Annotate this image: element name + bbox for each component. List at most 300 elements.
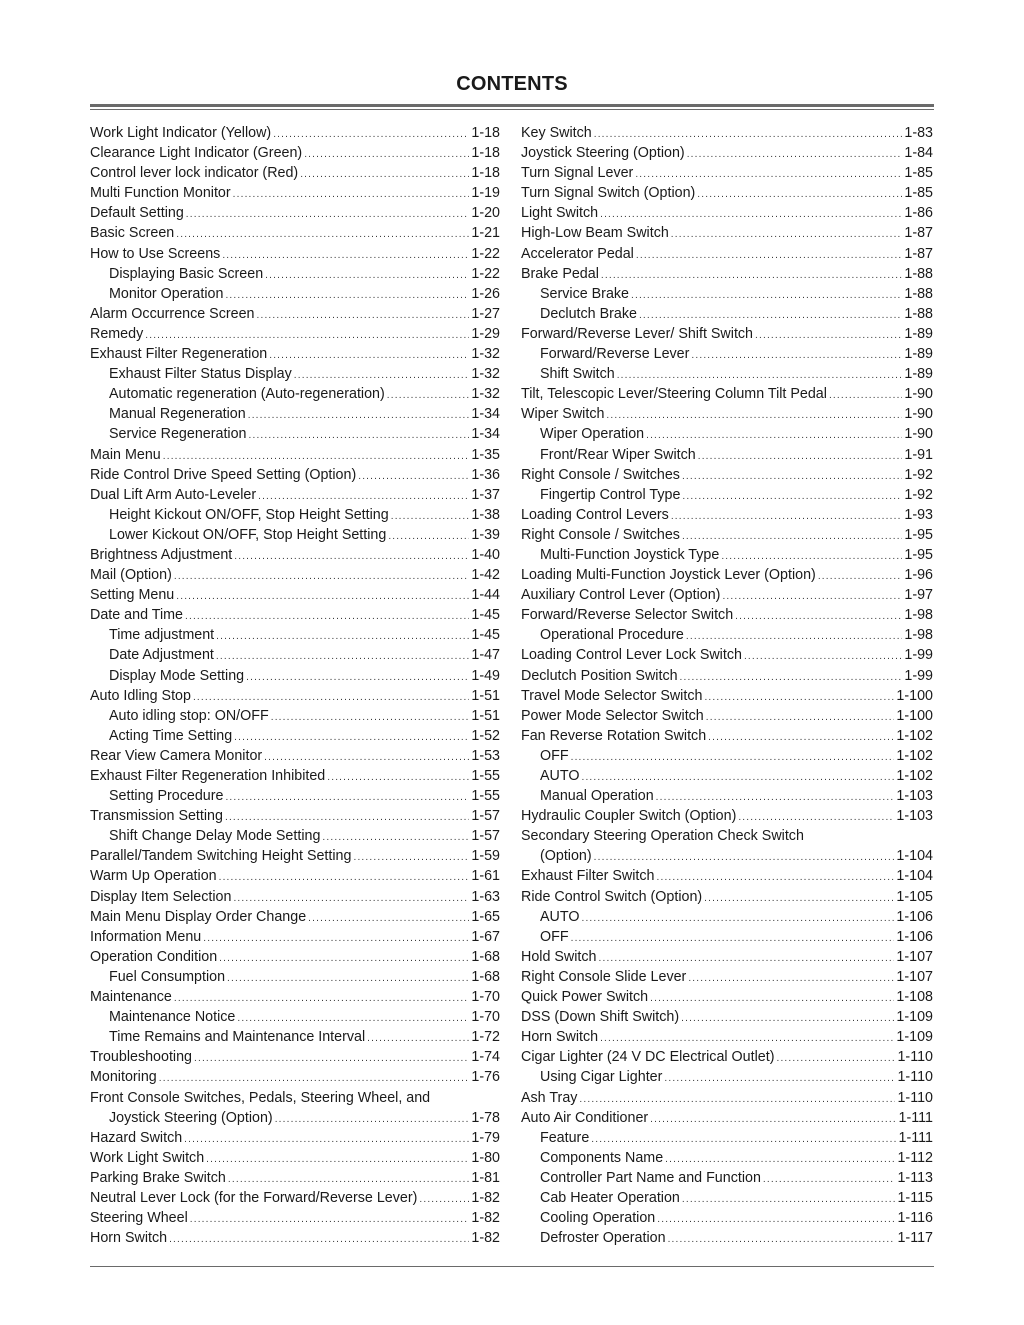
toc-entry-page: 1-110 [897,1049,933,1066]
toc-entry[interactable] [521,1188,933,1208]
toc-entry[interactable] [90,264,500,284]
toc-entry[interactable] [90,223,500,243]
toc-entry-page: 1-18 [471,165,500,182]
toc-entry[interactable] [521,505,933,525]
toc-entry[interactable] [90,585,500,605]
toc-entry-page: 1-18 [471,125,500,141]
toc-entry-label: Time adjustment [109,627,215,644]
toc-entry[interactable] [521,1088,933,1108]
toc-entry[interactable] [521,625,933,645]
toc-leader-dots [579,1094,895,1106]
toc-entry-label: Front Console Switches, Pedals, Steering Wheel, and [90,1089,431,1106]
toc-entry-page: 1-45 [471,607,500,624]
toc-leader-dots [606,410,902,422]
toc-entry-page: 1-91 [904,446,933,463]
toc-entry-label: Alarm Occurrence Screen [90,305,255,322]
toc-entry[interactable] [521,223,933,243]
toc-entry-page: 1-45 [471,627,500,644]
toc-entry[interactable] [90,866,500,886]
toc-entry[interactable] [90,505,500,525]
toc-entry[interactable] [90,1088,500,1108]
toc-entry-label: Fuel Consumption [109,968,226,985]
toc-entry-page: 1-72 [471,1029,500,1046]
toc-entry-page: 1-97 [904,587,933,604]
toc-entry[interactable] [521,244,933,264]
toc-entry-label: Maintenance [90,989,172,1006]
toc-entry-page: 1-68 [471,948,500,965]
toc-entry[interactable] [521,264,933,284]
toc-leader-dots [708,732,894,744]
toc-entry[interactable] [90,364,500,384]
toc-entry-page: 1-92 [904,466,933,483]
toc-entry[interactable] [521,706,933,726]
toc-entry-label: High-Low Beam Switch [521,225,669,242]
toc-entry[interactable] [521,485,933,505]
toc-leader-dots [174,571,470,583]
toc-entry-page: 1-55 [471,768,500,784]
toc-entry-page: 1-21 [471,225,500,242]
toc-entry-page: 1-35 [471,446,500,463]
toc-entry[interactable] [90,907,500,927]
toc-entry-label: Auto idling stop: ON/OFF [109,707,269,724]
toc-entry-label: Exhaust Filter Regeneration [90,346,268,363]
toc-entry-label: Lower Kickout ON/OFF, Stop Height Setting [109,526,387,543]
toc-leader-dots [358,471,469,483]
toc-leader-dots [601,270,902,282]
toc-entry-page: 1-90 [904,426,933,443]
toc-leader-dots [656,792,895,804]
toc-entry[interactable] [90,645,500,665]
toc-leader-dots [721,551,902,563]
toc-entry-page: 1-32 [471,386,500,403]
toc-entry[interactable] [90,1188,500,1208]
toc-entry-label: Cab Heater Operation [540,1189,680,1206]
toc-entry[interactable] [521,806,933,826]
toc-entry-page: 1-40 [471,546,500,563]
toc-leader-dots [600,209,902,221]
toc-leader-dots [225,812,469,824]
toc-leader-dots [818,571,903,583]
toc-leader-dots [228,1174,469,1186]
toc-entry[interactable] [90,625,500,645]
toc-leader-dots [697,189,902,201]
toc-entry-label: Wiper Operation [540,426,645,443]
toc-leader-dots [682,531,902,543]
toc-entry[interactable] [521,465,933,485]
toc-leader-dots [206,1154,469,1166]
toc-entry[interactable] [521,927,933,947]
toc-entry[interactable] [90,143,500,163]
toc-entry-page: 1-38 [471,506,500,523]
toc-entry-label: Shift Switch [540,366,615,383]
toc-entry[interactable] [90,404,500,424]
toc-entry-label: Display Item Selection [90,888,232,905]
toc-entry-page: 1-87 [904,245,933,262]
toc-entry-label: Power Mode Selector Switch [521,707,704,724]
header-rule-thick [90,104,934,107]
toc-leader-dots [322,832,469,844]
toc-entry-label: How to Use Screens [90,245,221,262]
toc-entry-label: Right Console / Switches [521,466,680,483]
toc-leader-dots [256,310,469,322]
toc-leader-dots [691,350,902,362]
toc-entry[interactable] [521,445,933,465]
toc-entry[interactable] [90,545,500,565]
toc-entry[interactable] [90,666,500,686]
toc-leader-dots [294,370,470,382]
toc-entry-label: Work Light Switch [90,1149,205,1166]
toc-entry-page: 1-82 [471,1210,500,1227]
toc-entry-label: Date Adjustment [109,647,214,664]
toc-entry[interactable] [521,1027,933,1047]
toc-entry[interactable] [521,545,933,565]
toc-entry-label: Auto Air Conditioner [521,1109,649,1126]
toc-entry[interactable] [521,344,933,364]
toc-leader-dots [216,631,469,643]
toc-entry[interactable] [90,1228,500,1248]
toc-leader-dots [163,451,470,463]
toc-entry[interactable] [90,1148,500,1168]
toc-leader-dots [639,310,902,322]
toc-entry[interactable] [521,786,933,806]
toc-entry[interactable] [521,364,933,384]
toc-entry-label: Multi Function Monitor [90,185,231,202]
toc-leader-dots [258,491,469,503]
toc-entry[interactable] [90,163,500,183]
toc-entry-page: 1-49 [471,667,500,684]
toc-entry[interactable] [521,726,933,746]
toc-entry-page: 1-18 [471,145,500,162]
toc-leader-dots [184,1134,469,1146]
toc-entry[interactable] [521,666,933,686]
toc-entry[interactable] [521,686,933,706]
toc-entry-page: 1-88 [904,305,933,322]
toc-entry-page: 1-89 [904,366,933,383]
toc-entry-label: DSS (Down Shift Switch) [521,1009,680,1026]
toc-entry-page: 1-34 [471,426,500,443]
toc-leader-dots [668,1234,896,1246]
toc-entry-label: Forward/Reverse Lever [540,346,690,363]
toc-entry[interactable] [90,927,500,947]
toc-entry-page: 1-111 [898,1109,933,1126]
toc-entry[interactable] [521,1108,933,1128]
toc-entry[interactable] [90,967,500,987]
toc-entry[interactable] [521,284,933,304]
toc-leader-dots [581,772,894,784]
toc-entry[interactable] [90,1007,500,1027]
footer-rule [90,1266,934,1267]
toc-leader-dots [581,913,894,925]
toc-entry-label: Acting Time Setting [109,727,233,744]
toc-entry[interactable] [90,384,500,404]
toc-entry-page: 1-80 [471,1149,500,1166]
toc-entry[interactable] [521,987,933,1007]
toc-entry[interactable] [521,605,933,625]
toc-entry[interactable] [521,163,933,183]
toc-entry-label: Horn Switch [521,1029,599,1046]
toc-entry-page: 1-107 [896,948,933,965]
toc-entry[interactable] [90,887,500,907]
toc-entry[interactable] [90,1108,500,1128]
toc-entry-page: 1-89 [904,346,933,363]
toc-entry[interactable] [90,565,500,585]
toc-entry[interactable] [521,947,933,967]
page-title: CONTENTS [456,73,568,95]
toc-entry[interactable] [521,585,933,605]
toc-entry[interactable] [521,846,933,866]
toc-entry-page: 1-68 [471,968,500,985]
toc-entry-label: Using Cigar Lighter [540,1069,663,1086]
toc-leader-dots [664,1073,895,1085]
toc-leader-dots [308,913,469,925]
toc-entry[interactable] [90,1128,500,1148]
toc-entry-page: 1-105 [896,888,933,905]
toc-entry-page: 1-42 [471,567,500,584]
toc-entry-page: 1-113 [897,1169,933,1186]
toc-entry[interactable] [90,1027,500,1047]
toc-leader-dots [174,993,470,1005]
toc-entry-page: 1-61 [471,868,500,885]
toc-entry-label: Wiper Switch [521,406,605,423]
toc-leader-dots [186,209,470,221]
toc-entry[interactable] [90,1168,500,1188]
toc-leader-dots [190,1214,470,1226]
toc-entry[interactable] [521,183,933,203]
toc-entry[interactable] [521,645,933,665]
toc-entry[interactable] [90,846,500,866]
toc-entry-label: Tilt, Telescopic Lever/Steering Column Tilt Pedal [521,386,827,403]
toc-entry-page: 1-99 [904,647,933,664]
toc-entry[interactable] [521,1007,933,1027]
toc-entry-page: 1-22 [471,265,500,282]
toc-entry[interactable] [521,424,933,444]
toc-leader-dots [571,752,895,764]
toc-entry[interactable] [90,766,500,786]
toc-entry[interactable] [521,1168,933,1188]
toc-entry[interactable] [90,786,500,806]
toc-entry[interactable] [521,384,933,404]
toc-entry-page: 1-37 [471,486,500,503]
toc-entry[interactable] [90,605,500,625]
toc-entry-page: 1-27 [471,305,500,322]
toc-entry[interactable] [90,424,500,444]
toc-leader-dots [704,893,894,905]
toc-entry[interactable] [90,485,500,505]
toc-entry-page: 1-84 [904,145,933,162]
toc-entry[interactable] [521,143,933,163]
toc-entry-page: 1-51 [471,687,500,704]
toc-leader-dots [367,1033,469,1045]
header-rule-thin [90,109,934,110]
toc-entry[interactable] [521,1128,933,1148]
toc-entry[interactable] [521,1067,933,1087]
toc-entry-page: 1-74 [471,1049,500,1066]
toc-entry[interactable] [90,203,500,223]
toc-entry[interactable] [90,947,500,967]
toc-entry-page: 1-63 [471,888,500,905]
toc-entry-page: 1-110 [897,1069,933,1086]
toc-entry[interactable] [90,123,500,143]
toc-entry[interactable] [90,746,500,766]
toc-leader-dots [353,852,469,864]
toc-leader-dots [233,189,470,201]
toc-entry-page: 1-70 [471,1009,500,1026]
toc-entry[interactable] [90,324,500,344]
toc-entry-label: Troubleshooting [90,1049,192,1066]
toc-leader-dots [419,1194,469,1206]
toc-leader-dots [225,290,469,302]
toc-entry-label: Displaying Basic Screen [109,265,264,282]
toc-entry-label: Steering Wheel [90,1210,188,1227]
toc-entry[interactable] [521,203,933,223]
toc-entry-label: OFF [540,928,569,945]
toc-leader-dots [246,672,469,684]
toc-leader-dots [194,1053,469,1065]
toc-entry[interactable] [521,907,933,927]
toc-entry[interactable] [521,866,933,886]
toc-entry-label: Monitoring [90,1069,157,1086]
toc-leader-dots [829,390,902,402]
toc-entry[interactable] [90,987,500,1007]
toc-entry-page: 1-44 [471,587,500,604]
toc-entry-page: 1-85 [904,185,933,202]
toc-entry[interactable] [521,826,933,846]
toc-entry[interactable] [90,304,500,324]
toc-entry[interactable] [90,826,500,846]
toc-entry-page: 1-106 [896,908,933,925]
toc-leader-dots [222,250,469,262]
toc-leader-dots [249,430,470,442]
toc-entry[interactable] [90,806,500,826]
toc-entry-page: 1-102 [896,727,933,744]
toc-entry[interactable] [521,766,933,786]
toc-entry-label: Setting Menu [90,587,175,604]
toc-entry-page: 1-117 [897,1230,933,1247]
toc-entry-page: 1-95 [904,526,933,543]
toc-entry[interactable] [90,244,500,264]
toc-leader-dots [688,973,894,985]
toc-entry-label: Cigar Lighter (24 V DC Electrical Outlet) [521,1049,775,1066]
toc-entry[interactable] [90,525,500,545]
toc-entry-label: Brake Pedal [521,265,599,282]
toc-entry-page: 1-39 [471,526,500,543]
toc-entry-page: 1-92 [904,486,933,503]
toc-entry-label: Declutch Brake [540,305,637,322]
toc-leader-dots [387,390,470,402]
toc-entry[interactable] [521,123,933,143]
toc-entry-page: 1-29 [471,325,500,342]
toc-entry-label: Quick Power Switch [521,989,649,1006]
toc-entry[interactable] [90,465,500,485]
toc-entry[interactable] [521,304,933,324]
toc-entry[interactable] [521,1208,933,1228]
toc-entry-page: 1-110 [897,1089,933,1106]
toc-entry-label: Horn Switch [90,1230,168,1247]
toc-entry-page: 1-81 [471,1169,500,1186]
toc-entry[interactable] [90,1067,500,1087]
toc-entry[interactable] [521,324,933,344]
toc-entry-label: Default Setting [90,205,184,222]
toc-entry-page: 1-98 [904,627,933,644]
toc-entry[interactable] [90,1047,500,1067]
toc-entry-label: Date and Time [90,607,183,624]
toc-entry-page: 1-109 [896,1029,933,1046]
toc-entry-page: 1-65 [471,908,500,925]
toc-entry[interactable] [90,445,500,465]
toc-entry-page: 1-22 [471,245,500,262]
toc-leader-dots [686,631,903,643]
toc-entry[interactable] [521,967,933,987]
toc-entry[interactable] [90,686,500,706]
toc-entry-label: Warm Up Operation [90,868,217,885]
toc-leader-dots [682,491,902,503]
toc-leader-dots [650,1114,896,1126]
toc-leader-dots [169,1234,469,1246]
toc-entry-label: Joystick Steering (Option) [109,1109,273,1126]
toc-entry-page: 1-76 [471,1069,500,1086]
toc-entry-label: Dual Lift Arm Auto-Leveler [90,486,257,503]
toc-entry-page: 1-78 [471,1109,500,1126]
toc-leader-dots [600,1033,894,1045]
toc-entry-label: Control lever lock indicator (Red) [90,165,299,182]
toc-entry[interactable] [521,1047,933,1067]
toc-entry[interactable] [521,525,933,545]
toc-entry-label: Parallel/Tandem Switching Height Setting [90,848,352,865]
toc-entry-page: 1-36 [471,466,500,483]
toc-entry[interactable] [521,887,933,907]
toc-entry-label: Forward/Reverse Selector Switch [521,607,734,624]
toc-entry-label: Information Menu [90,928,202,945]
toc-entry-label: Loading Control Lever Lock Switch [521,647,742,664]
toc-entry[interactable] [521,1148,933,1168]
toc-entry[interactable] [90,1208,500,1228]
toc-entry-page: 1-116 [897,1210,933,1227]
toc-entry[interactable] [90,183,500,203]
toc-entry-page: 1-26 [471,285,500,302]
toc-entry[interactable] [90,344,500,364]
toc-entry-label: Light Switch [521,205,599,222]
toc-leader-dots [273,129,469,141]
toc-entry-label: Right Console Slide Lever [521,968,687,985]
toc-entry-label: Manual Operation [540,788,654,805]
toc-entry-label: Brightness Adjustment [90,546,233,563]
toc-entry-page: 1-89 [904,325,933,342]
toc-leader-dots [216,651,469,663]
toc-leader-dots [271,712,470,724]
toc-leader-dots [646,430,902,442]
toc-leader-dots [657,1214,895,1226]
toc-entry-label: Manual Regeneration [109,406,246,423]
toc-entry-label: Multi-Function Joystick Type [540,546,720,563]
toc-leader-dots [264,752,469,764]
toc-entry[interactable] [521,1228,933,1248]
toc-entry-label: Travel Mode Selector Switch [521,687,703,704]
toc-entry[interactable] [90,284,500,304]
toc-entry-label: Main Menu [90,446,161,463]
toc-leader-dots [265,270,469,282]
toc-entry-page: 1-90 [904,386,933,403]
toc-entry[interactable] [521,746,933,766]
toc-entry[interactable] [90,726,500,746]
toc-entry[interactable] [90,706,500,726]
toc-entry-label: Components Name [540,1149,664,1166]
toc-leader-dots [275,1114,470,1126]
toc-entry[interactable] [521,565,933,585]
toc-entry-page: 1-82 [471,1230,500,1247]
toc-entry-label: Feature [540,1129,590,1146]
toc-entry-label: Time Remains and Maintenance Interval [109,1029,366,1046]
toc-entry[interactable] [521,404,933,424]
